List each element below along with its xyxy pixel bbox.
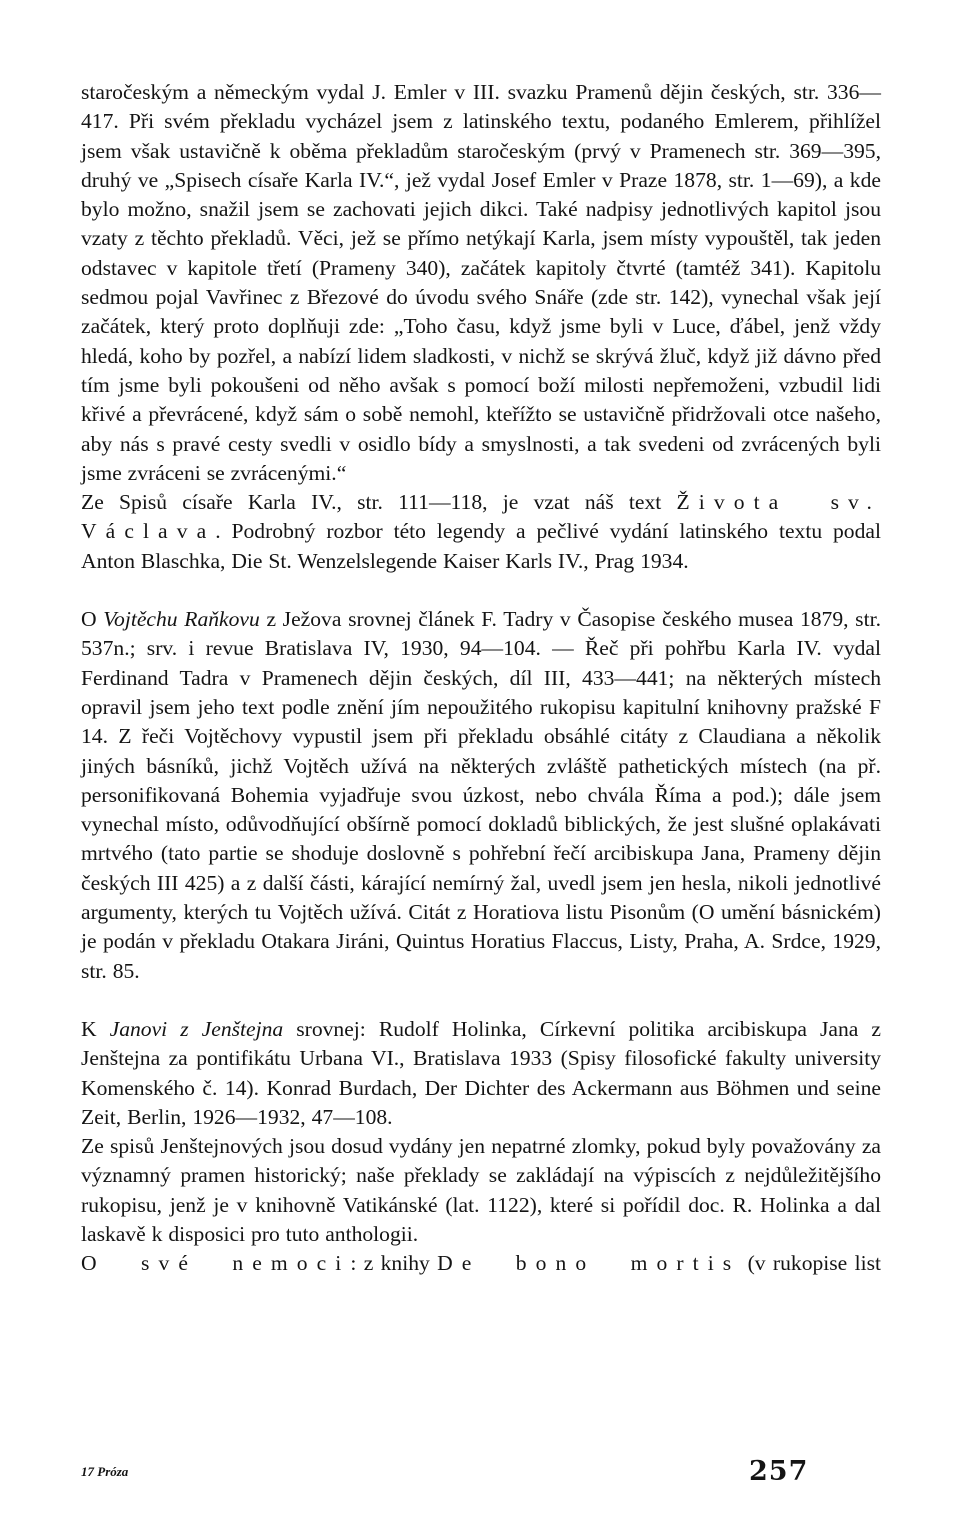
italic-name: Vojtěchu Raňkovu [103, 607, 260, 632]
paragraph [81, 488, 881, 576]
paragraph-text: staročeským a německým vydal J. Emler v III. svazku Pramenů dějin českých, str. 336—417. Při svém překladu vycházel jsem z latinského textu, podaného Emlerem, přihlížel jsem však ustavičně k oběma překladům staročeským (prvý v Pramenech str. 369—395, druhý ve „Spisech císaře Karla IV.“, jež vydal Josef Emler v Praze 1878, str. 1—69), a kde bylo možno, snažil jsem se zachovati jejich dikci. Také nadpisy jednotlivých kapitol jsou vzaty z těchto překladů. Věci, jež se přímo netýkají Karla, jsem místy vypouštěl, tak jeden odstavec v kapitole třetí (Prameny 340), začátek kapitoly čtvrté (tamtéž 341). Kapitolu sedmou pojal Vavřinec z Březové do úvodu svého Snáře (zde str. 142), vynechal však její začátek, který proto doplňuji zde: „Toho času, když jsme byli v Luce, ďábel, jenž vždy hledá, koho by pozřel, a nabízí lidem sladkosti, v nichž se skrývá žluč, když již dávno před tím jsme byli pokoušeni od něho avšak s pomocí boží milosti nepřemoženi, vzbudil lidi křivé a převrácené, když sám o sobě nemohl, kteřížto se ustavičně přidržovali otce našeho, aby nás s pravé cesty svedli v osidlo bídy a smyslnosti, a tak svedeni od zvrácených byli jsme zvráceni se zvrácenými.“ [81, 80, 881, 485]
paragraph [81, 1015, 881, 1132]
paragraph [81, 1249, 881, 1278]
paragraph [81, 78, 881, 488]
paragraph-text: Ze Spisů císaře Karla IV., str. 111—118, je vzat náš text [81, 490, 677, 515]
paragraph-text: Ze spisů Jenštejnových jsou dosud vydány jen nepatrné zlomky, pokud byly považovány za významný pramen historický; naše překlady se zakládají na výpiscích z nejdůležitějšího rukopisu, jenž je v knihovně Vatikánské (lat. 1122), které si pořídil doc. R. Holinka a dal laskavě k disposici pro tuto anthologii. [81, 1134, 881, 1246]
paragraph-text: srovnej: Rudolf Holinka, Církevní politika arcibiskupa Jana z Jenštejna za pontifikátu Urbana VI., Bratislava 1933 (Spisy filosofické fakulty university Komenského č. 14). Konrad Burdach, Der Dichter des Ackermann aus Böhmen und seine Zeit, Berlin, 1926—1932, 47—108. [81, 1016, 881, 1129]
paragraph-text: (v rukopise list [740, 1251, 882, 1276]
paragraph-text: z Ježova srovnej článek F. Tadry v Časopise českého musea 1879, str. 537n.; srv. i revue Bratislava IV, 1930, 94—104. — Řeč při pohřbu Karla IV. vydal Ferdinand Tadra v Pramenech dějin českých, díl III, 433—441; na některých místech opravil jsem jeho text podle znění jím nepoužitého rukopisu kapitulní knihovny pražské F 14. Z řeči Vojtěchovy vypustil jsem při překladu obsáhlé citáty z Claudiana a několik jiných básníků, jichž Vojtěch užívá na některých zvláště pathetických místech (na př. personifikovaná Bohemia vyjadřuje svou úzkost, nebo chvála Říma a pod.); dále jsem vynechal místo, odůvodňující obšírně pomocí dokladů biblických, že jest slušné oplakávati mrtvého (tato partie se shoduje doslovně s pohřební řečí arcibiskupa Jana, Prameny dějin českých III 425) a z další části, kárající nemírný žal, uvedl jsem jen hesla, nikoli jednotlivé argumenty, kterých tu Vojtěch užívá. Citát z Horatiova listu Pisonům (O umění básnickém) je podán v překladu Otakara Jiráni, Quintus Horatius Flaccus, Listy, Praha, A. Srdce, 1929, str. 85. [81, 607, 881, 983]
paragraph-text: . Podrobný rozbor této legendy a pečlivé vydání latinského textu podal Anton Blaschka, Die St. Wenzelslegende Kaiser Karls IV., Prag 1934. [81, 519, 881, 573]
spaced-title: De bono mortis [437, 1251, 741, 1276]
spaced-title: Života sv. Václava [81, 490, 881, 544]
page-footer [81, 1456, 881, 1496]
page-body [81, 78, 881, 1279]
spaced-title: O své nemoci [81, 1251, 351, 1276]
paragraph-text: : z knihy [350, 1251, 438, 1276]
paragraph-text: O [81, 607, 104, 632]
page-number: 257 [749, 1456, 809, 1487]
paragraph [81, 1132, 881, 1249]
paragraph [81, 605, 881, 986]
printer-signature: 17 Próza [81, 1464, 129, 1479]
italic-name: Janovi z Jenštejna [109, 1016, 284, 1041]
paragraph-text: K [81, 1016, 110, 1041]
